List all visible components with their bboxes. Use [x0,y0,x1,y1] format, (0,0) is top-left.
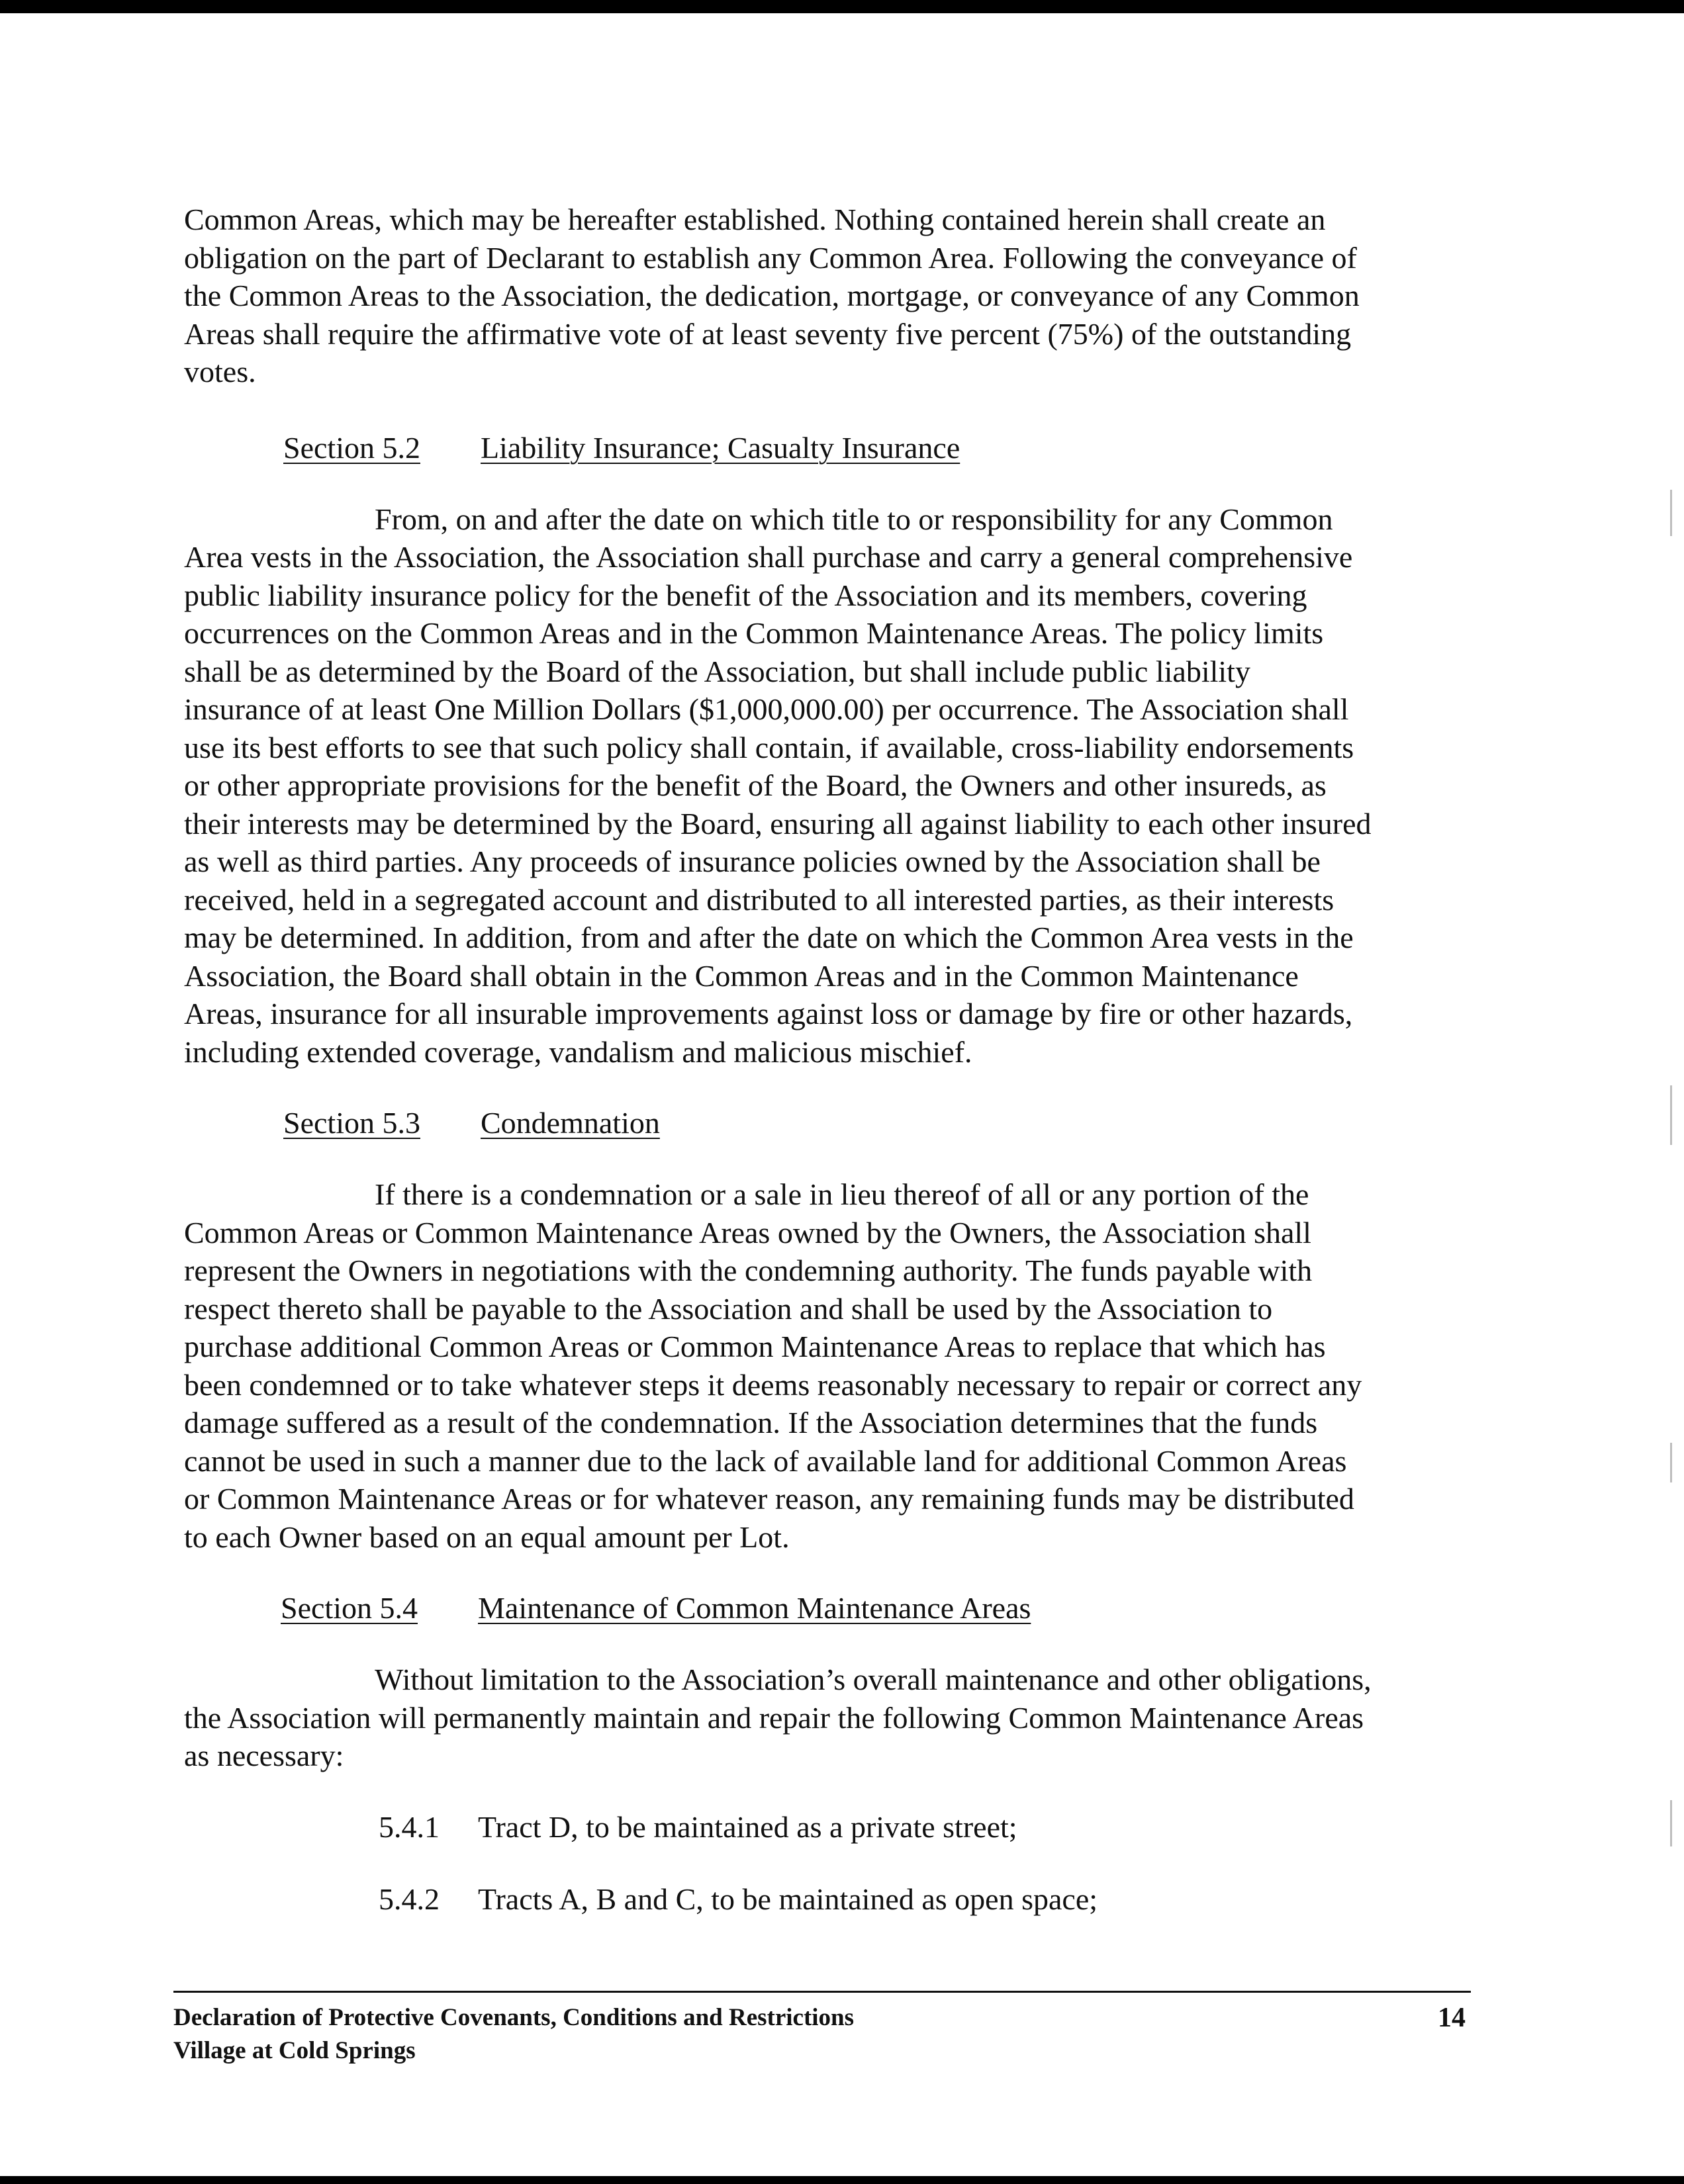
document-page [184,201,1481,1918]
section-heading-5-2 [184,429,1481,467]
opening-paragraph: Common Areas, which may be hereafter established. Nothing contained herein shall create an obligation on the part of Declarant to establish any Common Area. Following the conveyance of the Common Areas to the Association, the dedication, mortgage, or conveyance of any Common Areas shall require the affirmative vote of at least seventy five percent (75%) of the outstanding votes. [184,203,1360,388]
list-item-text: Tracts A, B and C, to be maintained as open space; [478,1882,1098,1916]
section-title: Maintenance of Common Maintenance Areas [478,1591,1031,1625]
section-5-3-body: If there is a condemnation or a sale in lieu thereof of all or any portion of the Common Areas or Common Maintenance Areas owned by the Owners, the Association shall represent the Owners in negotiations with the condemning authority. The funds payable with respect thereto shall be payable to the Association and shall be used by the Association to purchase additional Common Areas or Common Maintenance Areas to replace that which has been condemned or to take whatever steps it deems reasonably necessary to repair or correct any damage suffered as a result of the condemnation. If the Association determines that the funds cannot be used in such a manner due to the lack of available land for additional Common Areas or Common Maintenance Areas or for whatever reason, any remaining funds may be distributed to each Owner based on an equal amount per Lot. [184,1177,1362,1554]
section-number: Section 5.4 [281,1591,418,1625]
section-heading-5-4 [181,1589,1481,1627]
list-item-text: Tract D, to be maintained as a private street; [478,1809,1017,1844]
section-5-4-body: Without limitation to the Association’s overall maintenance and other obligations, the Association will permanently maintain and repair the following Common Maintenance Areas as necessary: [184,1662,1372,1772]
section-title: Liability Insurance; Casualty Insurance [481,430,960,465]
section-heading-5-3 [184,1104,1481,1142]
section-number: Section 5.2 [283,430,420,465]
scan-top-border [0,0,1684,13]
scan-artifact-mark [1670,1085,1672,1145]
page-number: 14 [1438,2003,1466,2033]
scan-artifact-mark [1670,490,1672,536]
list-item [184,1808,1481,1846]
section-5-2-body: From, on and after the date on which title to or responsibility for any Common Area vests in the Association, the Association shall purchase and carry a general comprehensive public liability insurance policy for the benefit of the Association and its members, covering occurrences on the Common Areas and in the Common Maintenance Areas. The policy limits shall be as determined by the Board of the Association, but shall include public liability insurance of at least One Million Dollars ($1,000,000.00) per occurrence. The Association shall use its best efforts to see that such policy shall contain, if available, cross-liability endorsements or other appropriate provisions for the benefit of the Board, the Owners and other insureds, as their interests may be determined by the Board, ensuring all against liability to each other insured as well as third parties. Any proceeds of insurance policies owned by the Association shall be received, held in a segregated account and distributed to all interested parties, as their interests may be determined. In addition, from and after the date on which the Common Area vests in the Association, the Board shall obtain in the Common Areas and in the Common Maintenance Areas, insurance for all insurable improvements against loss or damage by fire or other hazards, including extended coverage, vandalism and malicious mischief. [184,502,1372,1069]
list-item-number: 5.4.2 [379,1882,440,1916]
page-footer [173,2001,1471,2068]
scan-artifact-mark [1670,1800,1672,1846]
scan-bottom-border [0,2176,1684,2184]
section-title: Condemnation [481,1106,660,1140]
footer-divider [173,1991,1471,1993]
scan-artifact-mark [1670,1443,1672,1482]
footer-document-title: Declaration of Protective Covenants, Conditions and Restrictions [173,2004,855,2031]
section-number: Section 5.3 [283,1106,420,1140]
list-item-number: 5.4.1 [379,1809,440,1844]
footer-project-name: Village at Cold Springs [173,2037,416,2064]
list-item [184,1880,1481,1918]
